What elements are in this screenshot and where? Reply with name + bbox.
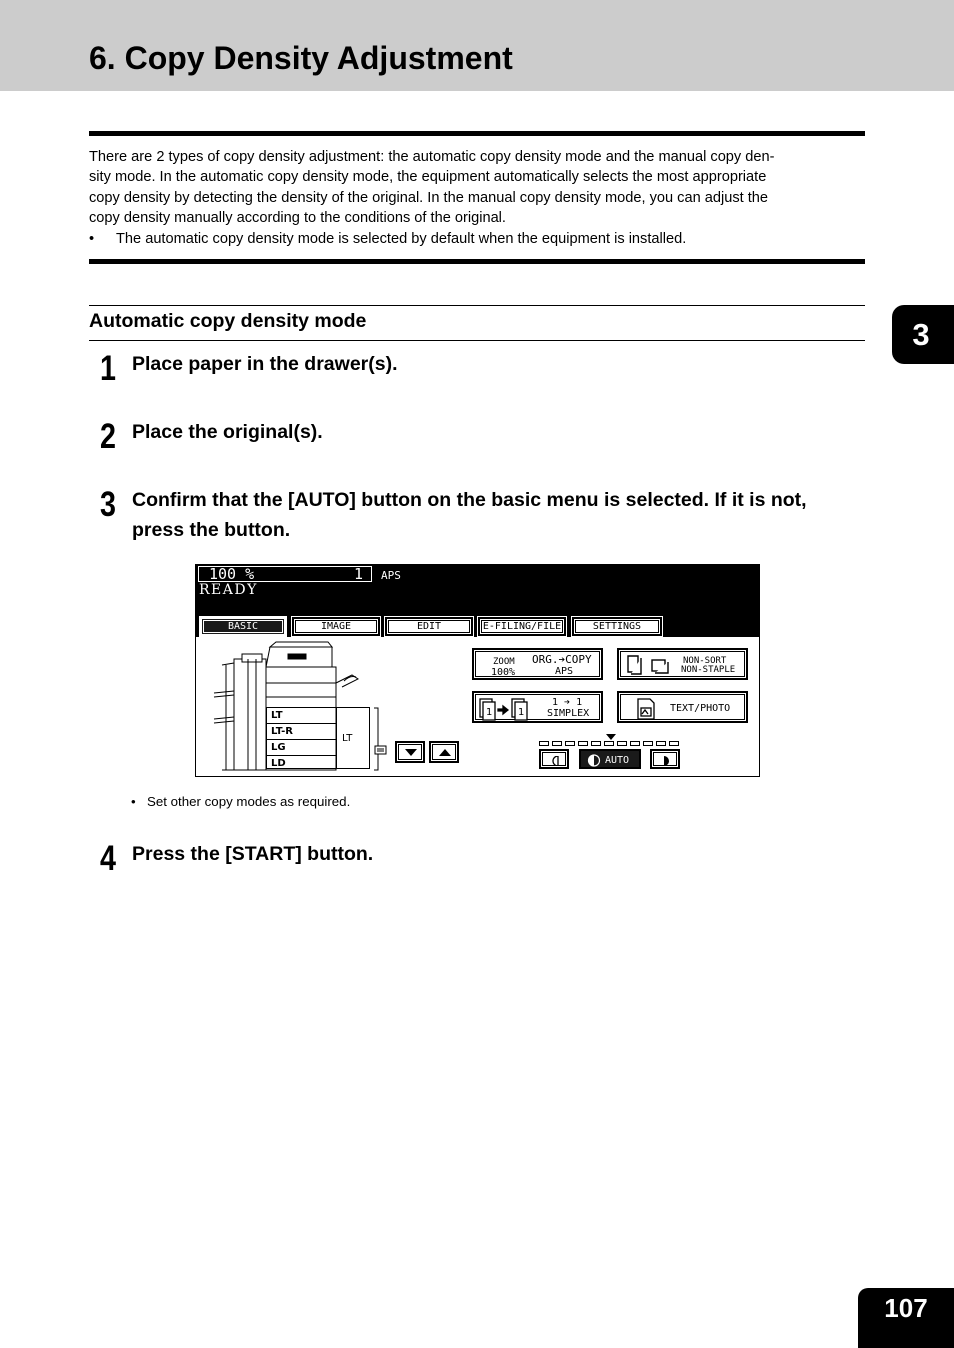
drawer-3[interactable]: LG [267, 740, 336, 756]
reproduction-ratio: 100 % [209, 565, 255, 583]
intro-line: copy density manually according to the conditions of the original. [89, 210, 506, 227]
intro-bottom-rule [89, 259, 865, 264]
step-4 [100, 839, 374, 878]
density-level-cell [552, 741, 562, 746]
density-level-cell [656, 741, 666, 746]
duplex-mode: 1 ➔ 1 [552, 697, 583, 708]
bypass-tray-size[interactable]: LT [336, 707, 370, 769]
step-number: 3 [100, 485, 116, 524]
section-top-rule [89, 305, 865, 306]
density-level-cell [591, 741, 601, 746]
status-box [198, 566, 372, 582]
zoom-value: 100% [491, 667, 516, 678]
note-text: Set other copy modes as required. [147, 794, 351, 809]
drawer-list [266, 707, 337, 769]
intro-bullet [89, 229, 869, 249]
tab-label: BASIC [203, 620, 283, 633]
auto-density-icon [587, 754, 601, 767]
duplex-label: SIMPLEX [547, 708, 590, 719]
panel-status-area [196, 565, 759, 637]
step-1 [100, 349, 398, 388]
duplex-button[interactable] [472, 691, 603, 723]
density-level-cell [617, 741, 627, 746]
auto-label: AUTO [605, 755, 630, 766]
intro-top-rule [89, 131, 865, 136]
section-heading: Automatic copy density mode [89, 310, 367, 332]
density-level-cell [565, 741, 575, 746]
simplex-icon [477, 696, 533, 722]
page-title: 6. Copy Density Adjustment [89, 40, 513, 76]
tab-image[interactable] [292, 617, 380, 636]
step-3 [100, 485, 856, 545]
intro-line: copy density by detecting the density of the original. In the manual copy density mode, you can adjust the [89, 189, 769, 206]
bracket-icon [372, 707, 382, 771]
sort-line2: NON-STAPLE [681, 665, 736, 675]
half-circle-left-icon [551, 756, 559, 766]
tab-label: IMAGE [295, 620, 377, 633]
step-text: Place the original(s). [132, 421, 323, 443]
intro-line: There are 2 types of copy density adjustment: the automatic copy density mode and the manual copy den- [89, 149, 775, 165]
half-circle-right-icon [664, 756, 672, 766]
step-number: 2 [100, 417, 116, 456]
density-darker-button[interactable] [650, 749, 680, 769]
sort-button[interactable] [617, 648, 748, 680]
page-number: 107 [858, 1288, 954, 1348]
status-message: READY [199, 582, 258, 598]
bullet-mark: • [131, 794, 136, 809]
step-2 [100, 417, 323, 456]
step-number: 4 [100, 839, 116, 878]
drawer-1[interactable]: LT [267, 708, 336, 724]
density-level-cell [539, 741, 549, 746]
tab-basic[interactable] [200, 617, 286, 636]
copy-quantity: 1 [353, 565, 363, 583]
step-text: Place paper in the drawer(s). [132, 353, 398, 375]
sort-line1: NON-SORT [683, 656, 727, 666]
triangle-up-icon [439, 749, 451, 757]
density-pointer-icon [605, 733, 617, 741]
intro-line: sity mode. In the automatic copy density mode, the equipment automatically selects the most appropriate [89, 169, 767, 186]
density-lighter-button[interactable] [539, 749, 569, 769]
density-level-cell [630, 741, 640, 746]
step-text: Confirm that the [AUTO] button on the basic menu is selected. If it is not, press the button. [132, 489, 807, 541]
paper-mode: APS [381, 569, 401, 582]
tab-label: SETTINGS [575, 620, 659, 633]
drawer-4[interactable]: LD [271, 758, 286, 769]
zoom-label: ZOOM [493, 657, 515, 667]
step-number: 1 [100, 349, 116, 388]
paper-select-label: APS [555, 666, 574, 677]
bullet-mark: • [89, 230, 95, 247]
density-level-cell [643, 741, 653, 746]
note [131, 793, 350, 811]
tab-settings[interactable] [572, 617, 662, 636]
touch-panel-illustration [195, 564, 760, 777]
intro-bullet-text: The automatic copy density mode is selected by default when the equipment is installed. [116, 230, 687, 247]
drawer-2[interactable]: LT-R [267, 724, 336, 740]
scroll-down-button[interactable] [395, 741, 425, 763]
auto-density-button[interactable] [579, 749, 641, 769]
intro-box [89, 147, 869, 249]
tab-label: E-FILING/FILE [482, 621, 562, 632]
tab-label: EDIT [388, 620, 470, 633]
org-copy-label: ORG.➔COPY [532, 653, 592, 666]
density-level-cell [669, 741, 679, 746]
density-level-cell [578, 741, 588, 746]
chapter-tab: 3 [892, 305, 954, 364]
text-photo-label: TEXT/PHOTO [670, 703, 731, 714]
svg-text:1: 1 [486, 707, 493, 718]
step-text: Press the [START] button. [132, 843, 374, 865]
triangle-down-icon [405, 749, 417, 757]
zoom-button[interactable] [472, 648, 603, 680]
section-bottom-rule [89, 340, 865, 341]
svg-text:1: 1 [518, 707, 525, 718]
paper-stack-icon [374, 745, 388, 755]
tab-edit[interactable] [385, 617, 473, 636]
sort-icon [625, 655, 671, 677]
text-photo-icon [636, 698, 656, 720]
tab-e-filing[interactable] [478, 617, 566, 636]
text-photo-button[interactable] [617, 691, 748, 723]
density-level-cell [604, 741, 614, 746]
scroll-up-button[interactable] [429, 741, 459, 763]
